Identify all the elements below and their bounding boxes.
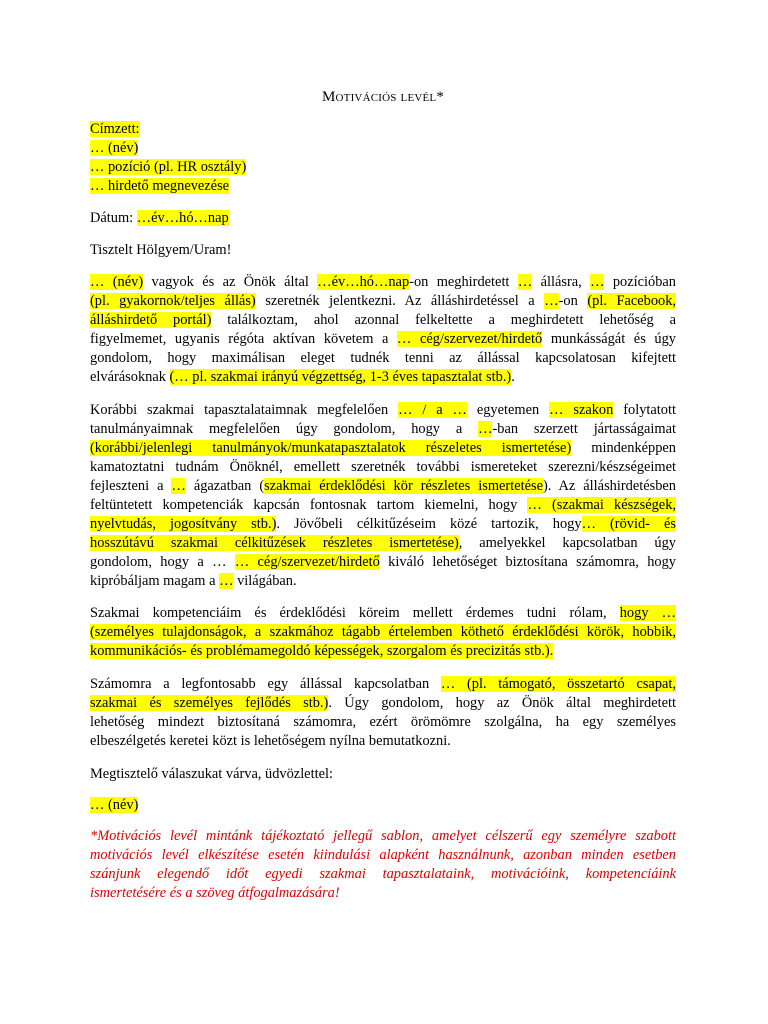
p1-l1-c: …év…hó…nap (317, 274, 410, 290)
p2-l2-b: … (478, 421, 493, 437)
p3-l1-a: Szakmai kompetenciáim és érdeklődési köreim mellett érdemes tudni rólam, (90, 605, 620, 621)
p2-l2-c: -ban szerzett jártasságaimat (492, 421, 676, 437)
p4-l2-a: szakmai és személyes fejlődés stb.) (90, 695, 329, 711)
closing-text: Megtisztelő válaszukat várva, üdvözlettel: (90, 766, 333, 782)
p2-l2-a: tanulmányaimnak megfelelően úgy gondolom, hogy a (90, 421, 479, 437)
p1-l3-b: találkoztam, ahol azonnal felkeltette a meghirdetett lehetőség a (211, 312, 676, 328)
p2-l6-b: … (szakmai készségek, (527, 497, 676, 513)
p1-l1-e: … (517, 274, 533, 290)
salutation (90, 241, 676, 260)
p2-l8-b: , amelyekkel kapcsolatban úgy (458, 535, 676, 551)
salutation-text: Tisztelt Hölgyem/Uram! (90, 242, 232, 258)
date-value: …év…hó…nap (136, 210, 229, 226)
footnote-l4: ismertetésére és a szöveg átfogalmazására! (90, 885, 340, 901)
p2-l3-b: mindenképpen (571, 440, 676, 456)
p2-l7-c: … (rövid- és (581, 516, 676, 532)
p2-l9-b: … cég/szervezet/hirdető (234, 554, 380, 570)
recipient-advertiser: … hirdető megnevezése (90, 178, 230, 194)
date-line (90, 209, 676, 228)
footnote-l3: szánjunk elegendő időt egyedi szakmai tapasztalataink, motivációink, kompetenciáink (90, 866, 676, 882)
p1-l2-a: (pl. gyakornok/teljes állás) (90, 293, 256, 309)
signature-text: … (név) (90, 797, 139, 813)
recipient-name: … (név) (90, 140, 139, 156)
footnote-l2: motivációs levél elkészítése esetén kiindulási alapként használnunk, azonban minden esetben (90, 847, 676, 863)
p1-l3-a: álláshirdető portál) (90, 312, 212, 328)
paragraph-4 (90, 675, 676, 751)
p2-l4: kamatoztatni tudnám Önöknél, emellett szeretnék további ismereteket szerezni/készségeimet (90, 459, 676, 475)
paragraph-1 (90, 273, 676, 387)
p2-l1-c: egyetemen (466, 402, 550, 418)
p4-l2-b: . Úgy gondolom, hogy az Önök által meghirdetett (328, 695, 676, 711)
p3-l2: (személyes tulajdonságok, a szakmához tágabb értelemben köthető érdeklődési körök, hobbik, (90, 624, 676, 640)
p3-l3: kommunikációs- és problémamegoldó képességek, szorgalom és precizitás stb.). (90, 643, 554, 659)
p1-l5: gondolom, hogy maximálisan eleget tudnék tenni az állással kapcsolatosan kifejtett (90, 350, 676, 366)
signature (90, 796, 676, 815)
p1-l1-a: … (név) (90, 274, 144, 290)
p4-l1-a: Számomra a legfontosabb egy állással kapcsolatban (90, 676, 441, 692)
p2-l6-a: feltüntetett kompetenciák kapcsán fontosnak tartom kiemelni, hogy (90, 497, 528, 513)
p1-l4-a: figyelmemet, ugyanis régóta aktívan követem a (90, 331, 397, 347)
p2-l5-a: fejleszteni a (90, 478, 172, 494)
p2-l1-e: folytatott (613, 402, 676, 418)
p1-l6-c: . (511, 369, 515, 385)
closing (90, 765, 676, 784)
date-label: Dátum: (90, 210, 137, 226)
p1-l2-c: … (544, 293, 559, 309)
p2-l10-a: kipróbáljam magam a (90, 573, 220, 589)
p1-l1-b: vagyok és az Önök által (143, 274, 318, 290)
recipient-label: Címzett: (90, 121, 140, 137)
p2-l7-b: . Jövőbeli célkitűzéseim közé tartozik, hogy (276, 516, 582, 532)
p2-l10-c: világában. (233, 573, 297, 589)
p2-l8-a: hosszútávú szakmai célkitűzések részletes ismertetése) (90, 535, 459, 551)
p1-l4-c: munkásságát és úgy (542, 331, 676, 347)
p1-l4-b: … cég/szervezet/hirdető (397, 331, 543, 347)
p4-l3: lehetőség mindezt biztosítaná számomra, ezért örömömre szolgálna, ha egy személyes (90, 714, 676, 730)
p1-l1-h: pozícióban (604, 274, 676, 290)
p4-l4: elbeszélgetés keretei közt is lehetőségem nyílna bemutatkozni. (90, 733, 451, 749)
paragraph-3 (90, 604, 676, 661)
document-title (90, 88, 676, 107)
p2-l1-a: Korábbi szakmai tapasztalataimnak megfelelően (90, 402, 399, 418)
recipient-position: … pozíció (pl. HR osztály) (90, 159, 247, 175)
p3-l1-b: hogy … (619, 605, 676, 621)
p2-l5-d: szakmai érdeklődési kör részletes ismertetése (264, 478, 543, 494)
p2-l7-a: nyelvtudás, jogosítvány stb.) (90, 516, 277, 532)
p1-l2-e: (pl. Facebook, (587, 293, 676, 309)
p2-l9-a: gondolom, hogy a … (90, 554, 235, 570)
p1-l1-d: -on meghirdetett (409, 274, 518, 290)
p4-l1-b: … (pl. támogató, összetartó csapat, (440, 676, 676, 692)
p2-l5-c: ágazatban ( (185, 478, 265, 494)
p1-l6-a: elvárásoknak (90, 369, 170, 385)
title-rest: otivációs levél* (335, 89, 445, 105)
p2-l9-c: kiváló lehetőséget biztosítana számomra, hogy (379, 554, 676, 570)
p1-l2-b: szeretnék jelentkezni. Az álláshirdetéssel a (255, 293, 545, 309)
p2-l3-a: (korábbi/jelenlegi tanulmányok/munkatapasztalatok részeletes ismertetése) (90, 440, 572, 456)
p2-l5-b: … (171, 478, 186, 494)
p2-l1-d: … szakon (549, 402, 614, 418)
p1-l2-d: -on (558, 293, 588, 309)
footnote (90, 827, 676, 903)
p2-l1-b: … / a … (398, 402, 467, 418)
footnote-l1: *Motivációs levél mintánk tájékoztató jellegű sablon, amelyet célszerű egy személyre szabott (90, 828, 676, 844)
p1-l1-g: … (590, 274, 605, 290)
paragraph-2 (90, 401, 676, 591)
p1-l1-f: állásra, (532, 274, 591, 290)
title-initial: M (321, 89, 336, 105)
recipient-block (90, 120, 676, 196)
p2-l5-e: ). Az álláshirdetésben (542, 478, 676, 494)
p2-l10-b: … (219, 573, 234, 589)
p1-l6-b: (… pl. szakmai irányú végzettség, 1-3 éves tapasztalat stb.) (169, 369, 512, 385)
